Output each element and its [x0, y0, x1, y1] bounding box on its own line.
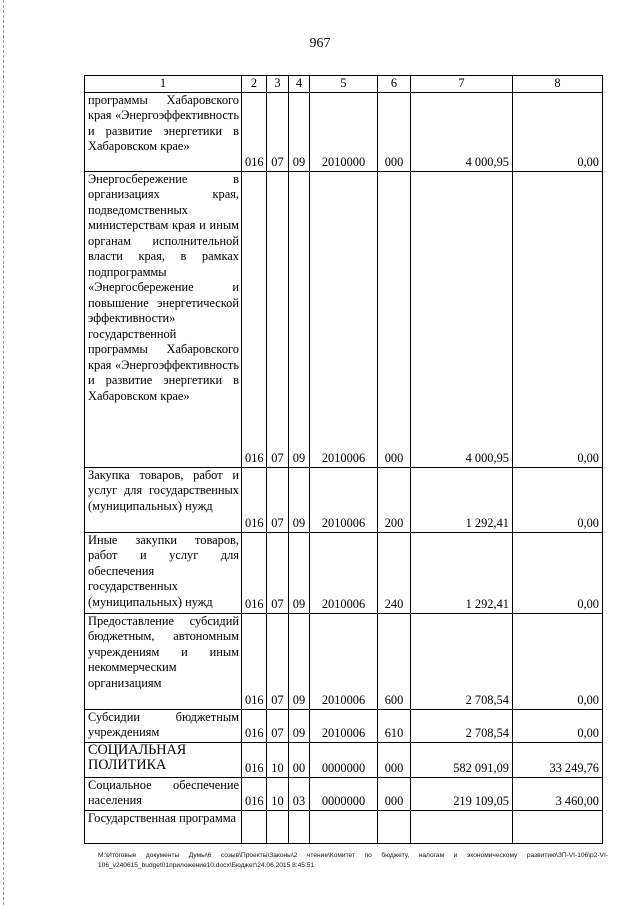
target-article-cell: 0000000	[310, 777, 378, 810]
subsection-cell: 03	[289, 777, 310, 810]
amount-cell: 582 091,09	[411, 742, 513, 777]
column-header: 5	[310, 76, 378, 93]
budget-table	[84, 75, 603, 844]
page-number: 967	[309, 36, 331, 51]
table-row	[85, 709, 603, 742]
scan-edge-line	[3, 0, 5, 905]
subsection-cell: 09	[289, 92, 310, 171]
column-header: 2	[242, 76, 267, 93]
amount-cell: 4 000,95	[411, 92, 513, 171]
amount-cell: 2 708,54	[411, 709, 513, 742]
amount-cell: 3 460,00	[513, 777, 603, 810]
section-cell: 07	[267, 532, 289, 613]
expense-type-cell: 200	[378, 467, 411, 532]
subsection-cell	[289, 810, 310, 843]
expense-type-cell: 000	[378, 171, 411, 467]
target-article-cell	[310, 810, 378, 843]
file-path-footer: М:\Итоговые документы Думы\6 созыв\Проекты\Законы\2 чтение\Комитет по бюджету, налогам и экономическому развитию\ЗП-VI-106\р2-VI-106_v240615_budget01приложение10.docx\Бюджет\24.06.2015 8:45:51	[98, 852, 608, 869]
row-description: Государственная программа	[85, 810, 242, 843]
table-row	[85, 742, 603, 777]
code-cell: 016	[242, 171, 267, 467]
subsection-cell: 09	[289, 709, 310, 742]
amount-cell: 0,00	[513, 613, 603, 709]
column-header: 6	[378, 76, 411, 93]
row-description: Предоставление субсидий бюджетным, автономным учреждениям и иным некоммерческим организациям	[85, 613, 242, 709]
target-article-cell: 2010006	[310, 613, 378, 709]
amount-cell: 4 000,95	[411, 171, 513, 467]
row-description: программы Хабаровского края «Энергоэффективность и развитие энергетики в Хабаровском крае»	[85, 92, 242, 171]
expense-type-cell: 610	[378, 709, 411, 742]
table-row	[85, 92, 603, 171]
amount-cell: 33 249,76	[513, 742, 603, 777]
target-article-cell: 2010006	[310, 532, 378, 613]
column-header: 3	[267, 76, 289, 93]
amount-cell: 0,00	[513, 92, 603, 171]
column-header: 4	[289, 76, 310, 93]
amount-cell: 219 109,05	[411, 777, 513, 810]
code-cell: 016	[242, 709, 267, 742]
section-cell: 07	[267, 709, 289, 742]
code-cell	[242, 810, 267, 843]
subsection-cell: 09	[289, 613, 310, 709]
expense-type-cell: 240	[378, 532, 411, 613]
section-cell: 07	[267, 613, 289, 709]
table-row	[85, 613, 603, 709]
target-article-cell: 2010006	[310, 171, 378, 467]
table-row	[85, 467, 603, 532]
row-description: Социальное обеспечение населения	[85, 777, 242, 810]
amount-cell: 2 708,54	[411, 613, 513, 709]
amount-cell: 0,00	[513, 171, 603, 467]
section-cell: 10	[267, 742, 289, 777]
expense-type-cell: 600	[378, 613, 411, 709]
amount-cell	[411, 810, 513, 843]
code-cell: 016	[242, 532, 267, 613]
table-row	[85, 532, 603, 613]
row-description: Энергосбережение в организациях края, подведомственных министерствам края и иным органам исполнительной власти края, в рамках подпрограммы «Энергосбережение и повышение энергетической эффективности» государственной программы Хабаровского края «Энергоэффективность и развитие энергетики в Хабаровском крае»	[85, 171, 242, 467]
section-cell: 07	[267, 171, 289, 467]
subsection-cell: 09	[289, 532, 310, 613]
amount-cell: 0,00	[513, 467, 603, 532]
subsection-cell: 00	[289, 742, 310, 777]
target-article-cell: 2010000	[310, 92, 378, 171]
code-cell: 016	[242, 613, 267, 709]
amount-cell: 1 292,41	[411, 532, 513, 613]
code-cell: 016	[242, 92, 267, 171]
section-cell	[267, 810, 289, 843]
row-description: Закупка товаров, работ и услуг для государственных (муниципальных) нужд	[85, 467, 242, 532]
target-article-cell: 2010006	[310, 709, 378, 742]
amount-cell: 1 292,41	[411, 467, 513, 532]
section-cell: 07	[267, 467, 289, 532]
amount-cell: 0,00	[513, 709, 603, 742]
table-row	[85, 171, 603, 467]
row-description: Субсидии бюджетным учреждениям	[85, 709, 242, 742]
target-article-cell: 0000000	[310, 742, 378, 777]
expense-type-cell: 000	[378, 742, 411, 777]
section-cell: 10	[267, 777, 289, 810]
subsection-cell: 09	[289, 467, 310, 532]
expense-type-cell	[378, 810, 411, 843]
target-article-cell: 2010006	[310, 467, 378, 532]
amount-cell	[513, 810, 603, 843]
table-row	[85, 810, 603, 843]
column-header: 1	[85, 76, 242, 93]
code-cell: 016	[242, 742, 267, 777]
row-description: СОЦИАЛЬНАЯ ПОЛИТИКА	[85, 742, 242, 777]
table-row	[85, 777, 603, 810]
column-header: 8	[513, 76, 603, 93]
subsection-cell: 09	[289, 171, 310, 467]
table-header-row	[85, 76, 603, 93]
column-header: 7	[411, 76, 513, 93]
code-cell: 016	[242, 467, 267, 532]
amount-cell: 0,00	[513, 532, 603, 613]
row-description: Иные закупки товаров, работ и услуг для обеспечения государственных (муниципальных) нужд	[85, 532, 242, 613]
expense-type-cell: 000	[378, 777, 411, 810]
code-cell: 016	[242, 777, 267, 810]
section-cell: 07	[267, 92, 289, 171]
expense-type-cell: 000	[378, 92, 411, 171]
